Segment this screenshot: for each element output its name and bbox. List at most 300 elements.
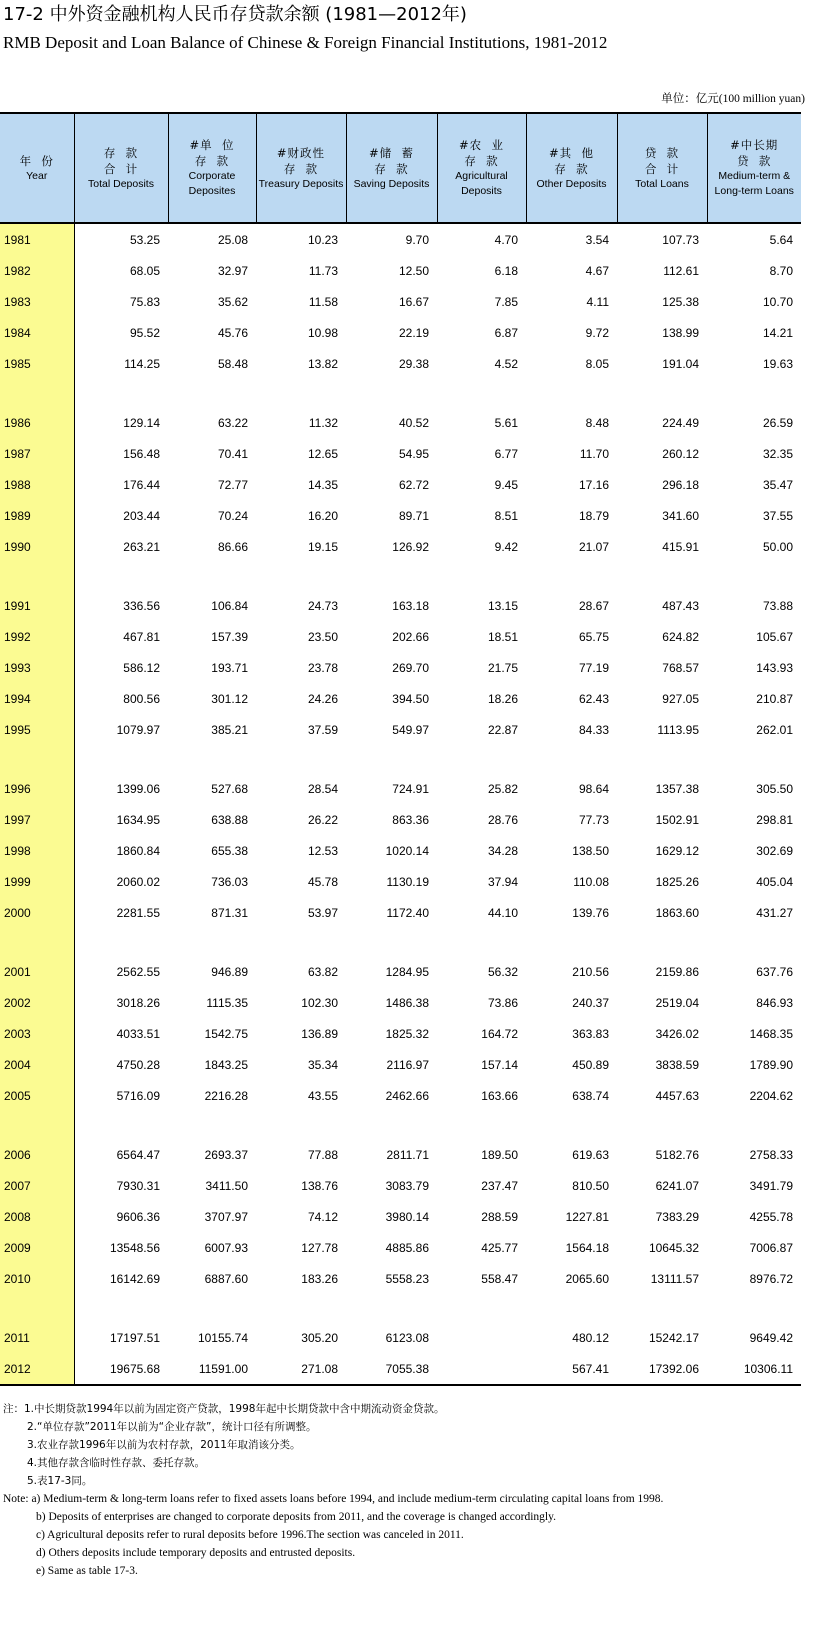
value-cell: 586.12 (123, 660, 160, 675)
table-row (0, 1080, 801, 1111)
value-cell (437, 1322, 526, 1353)
value-cell: 63.22 (217, 415, 248, 430)
value-cell: 4750.28 (116, 1057, 160, 1072)
year-cell: 1998 (0, 835, 74, 866)
value-cell: 6241.07 (655, 1178, 699, 1193)
year-cell: 2008 (0, 1201, 74, 1232)
value-cell: 138.76 (301, 1178, 338, 1193)
table-row (0, 652, 801, 683)
note-english (3, 1544, 829, 1562)
year-cell: 1987 (0, 438, 74, 469)
value-cell: 62.43 (578, 691, 609, 706)
column-header-chinese: #农 业 存 款 (459, 138, 504, 168)
spacer-cell (526, 379, 617, 407)
value-cell: 17197.51 (109, 1330, 160, 1345)
value-cell: 363.83 (572, 1026, 609, 1041)
value-cell: 157.14 (481, 1057, 518, 1072)
spacer-cell (256, 379, 346, 407)
value-cell: 210.56 (572, 964, 609, 979)
value-cell: 16.67 (398, 294, 429, 309)
table-row (0, 590, 801, 621)
spacer-cell (437, 1294, 526, 1322)
spacer-cell (168, 562, 256, 590)
value-cell: 74.12 (307, 1209, 338, 1224)
note-text: b) Deposits of enterprises are changed to corporate deposits from 2011, and the coverage is changed accordingly. (36, 1511, 556, 1523)
spacer-cell (256, 562, 346, 590)
spacer-cell (0, 1294, 74, 1322)
column-header-english: Agricultural Deposits (455, 170, 508, 197)
value-cell: 7055.38 (346, 1353, 437, 1385)
value-cell: 1227.81 (565, 1209, 609, 1224)
table-row (0, 286, 801, 317)
value-cell: 296.18 (662, 477, 699, 492)
spacer-cell (346, 379, 437, 407)
value-cell: 301.12 (211, 691, 248, 706)
value-cell: 288.59 (481, 1209, 518, 1224)
value-cell: 1357.38 (655, 781, 699, 796)
spacer-cell (617, 928, 707, 956)
value-cell: 3491.79 (749, 1178, 793, 1193)
year-cell: 2012 (0, 1353, 74, 1385)
value-cell: 385.21 (211, 722, 248, 737)
value-cell: 3838.59 (655, 1057, 699, 1072)
value-cell: 19.15 (307, 539, 338, 554)
value-cell: 11.58 (308, 294, 338, 309)
spacer-row (0, 1294, 801, 1322)
year-cell: 1999 (0, 866, 74, 897)
value-cell: 24.26 (307, 691, 338, 706)
year-cell: 2010 (0, 1263, 74, 1294)
table-row (0, 835, 801, 866)
table-row (0, 897, 801, 928)
value-cell: 176.44 (123, 477, 160, 492)
value-cell: 863.36 (392, 812, 429, 827)
value-cell: 125.38 (662, 294, 699, 309)
value-cell: 2811.71 (386, 1147, 429, 1162)
note-text: e) Same as table 17-3. (36, 1565, 138, 1577)
value-cell: 4.70 (494, 232, 518, 247)
note-text: a) Medium-term & long-term loans refer to fixed assets loans before 1994, and include medium-term circulating capital loans from 1998. (31, 1493, 664, 1505)
value-cell: 28.67 (578, 598, 609, 613)
spacer-cell (74, 379, 168, 407)
table-row (0, 773, 801, 804)
value-cell: 18.26 (487, 691, 518, 706)
value-cell: 163.18 (392, 598, 429, 613)
value-cell: 467.81 (123, 629, 160, 644)
value-cell: 126.92 (392, 539, 429, 554)
value-cell: 1860.84 (116, 843, 160, 858)
value-cell: 4.11 (586, 294, 609, 309)
column-header-chinese: #中长期 贷 款 (730, 138, 779, 168)
value-cell: 5182.76 (655, 1147, 699, 1162)
value-cell: 70.41 (217, 446, 248, 461)
value-cell: 262.01 (756, 722, 793, 737)
column-header-1 (74, 113, 168, 223)
table-row (0, 1263, 801, 1294)
value-cell: 527.68 (211, 781, 248, 796)
value-cell: 298.81 (756, 812, 793, 827)
value-cell: 768.57 (662, 660, 699, 675)
value-cell: 1564.18 (565, 1240, 609, 1255)
value-cell: 13.15 (487, 598, 518, 613)
spacer-cell (707, 928, 801, 956)
note-chinese (3, 1436, 829, 1454)
value-cell: 271.08 (256, 1353, 346, 1385)
column-header-english: Treasury Deposits (258, 177, 344, 190)
value-cell: 21.07 (578, 539, 609, 554)
note-label-english: Note: (3, 1493, 32, 1505)
spacer-cell (0, 379, 74, 407)
table-title-english: RMB Deposit and Loan Balance of Chinese & Foreign Financial Institutions, 1981-2012 (3, 33, 608, 52)
value-cell: 50.00 (762, 539, 793, 554)
value-cell: 210.87 (756, 691, 793, 706)
spacer-cell (168, 1294, 256, 1322)
value-cell: 13548.56 (109, 1240, 160, 1255)
value-cell: 4.67 (585, 263, 609, 278)
spacer-cell (617, 562, 707, 590)
value-cell: 4.52 (494, 356, 518, 371)
table-row (0, 407, 801, 438)
value-cell: 3411.50 (205, 1178, 248, 1193)
value-cell: 10.70 (762, 294, 793, 309)
value-cell: 68.05 (129, 263, 160, 278)
spacer-cell (0, 562, 74, 590)
column-header-chinese: #储 蓄 存 款 (369, 145, 414, 176)
spacer-cell (0, 1111, 74, 1139)
value-cell: 28.76 (487, 812, 518, 827)
value-cell: 14.35 (307, 477, 338, 492)
spacer-cell (168, 1111, 256, 1139)
year-cell: 2003 (0, 1018, 74, 1049)
spacer-cell (526, 1294, 617, 1322)
column-header-english: Corporate Deposites (188, 170, 236, 197)
value-cell: 1486.38 (385, 995, 429, 1010)
value-cell: 62.72 (398, 477, 429, 492)
value-cell: 1284.95 (385, 964, 429, 979)
value-cell: 8.48 (585, 415, 609, 430)
spacer-cell (617, 745, 707, 773)
note-text: 2.“单位存款”2011年以前为“企业存款”，统计口径有所调整。 (27, 1421, 317, 1433)
column-header-chinese: #财政性 存 款 (276, 145, 326, 176)
table-row (0, 1018, 801, 1049)
spacer-cell (168, 379, 256, 407)
value-cell: 12.50 (398, 263, 429, 278)
note-text: c) Agricultural deposits refer to rural deposits before 1996.The section was canceled in 2011. (36, 1529, 464, 1541)
value-cell: 487.43 (662, 598, 699, 613)
value-cell: 203.44 (123, 508, 160, 523)
spacer-cell (74, 928, 168, 956)
spacer-cell (437, 1111, 526, 1139)
value-cell: 341.60 (662, 508, 699, 523)
value-cell: 2060.02 (116, 874, 160, 889)
value-cell: 21.75 (487, 660, 518, 675)
value-cell: 415.91 (662, 539, 699, 554)
value-cell: 736.03 (211, 874, 248, 889)
value-cell: 2216.28 (204, 1088, 248, 1103)
value-cell: 105.67 (756, 629, 793, 644)
value-cell: 26.22 (307, 812, 338, 827)
value-cell: 6.18 (494, 263, 518, 278)
note-english (3, 1526, 829, 1544)
table-row (0, 1322, 801, 1353)
spacer-cell (256, 928, 346, 956)
column-header-8 (707, 113, 801, 223)
value-cell: 1172.40 (386, 905, 429, 920)
value-cell: 106.84 (211, 598, 248, 613)
value-cell: 927.05 (662, 691, 699, 706)
value-cell: 8.51 (494, 508, 518, 523)
spacer-cell (346, 1294, 437, 1322)
value-cell: 13111.57 (650, 1271, 699, 1286)
table-row (0, 956, 801, 987)
value-cell: 2693.37 (204, 1147, 248, 1162)
value-cell: 240.37 (572, 995, 609, 1010)
spacer-row (0, 562, 801, 590)
note-chinese (3, 1472, 829, 1490)
value-cell: 70.24 (217, 508, 248, 523)
note-text: d) Others deposits include temporary deposits and entrusted deposits. (36, 1547, 356, 1559)
column-header-english: Other Deposits (536, 177, 607, 190)
value-cell: 12.65 (307, 446, 338, 461)
value-cell: 3426.02 (655, 1026, 699, 1041)
spacer-cell (168, 928, 256, 956)
table-row (0, 223, 801, 255)
value-cell: 77.73 (578, 812, 609, 827)
table-row (0, 987, 801, 1018)
year-cell: 1983 (0, 286, 74, 317)
spacer-cell (617, 379, 707, 407)
table-row (0, 621, 801, 652)
table-title-chinese: 17-2 中外资金融机构人民币存贷款余额 (1981—2012年) (3, 4, 467, 25)
value-cell: 6564.47 (116, 1147, 160, 1162)
column-header-english: Total Loans (635, 177, 689, 190)
value-cell: 11.73 (308, 263, 338, 278)
value-cell: 35.47 (762, 477, 793, 492)
value-cell: 1468.35 (749, 1026, 793, 1041)
value-cell: 35.62 (217, 294, 248, 309)
spacer-row (0, 745, 801, 773)
note-chinese (3, 1400, 829, 1418)
unit-label (661, 90, 805, 106)
value-cell: 25.82 (487, 781, 518, 796)
value-cell: 5.61 (494, 415, 518, 430)
value-cell: 269.70 (392, 660, 429, 675)
value-cell: 1399.06 (116, 781, 160, 796)
year-cell: 1992 (0, 621, 74, 652)
value-cell: 102.30 (301, 995, 338, 1010)
value-cell: 394.50 (392, 691, 429, 706)
spacer-cell (74, 562, 168, 590)
year-cell: 2002 (0, 987, 74, 1018)
note-text: 3.农业存款1996年以前为农村存款，2011年取消该分类。 (27, 1439, 301, 1451)
value-cell: 129.14 (123, 415, 160, 430)
value-cell: 9.42 (494, 539, 518, 554)
value-cell: 84.33 (578, 722, 609, 737)
value-cell: 2065.60 (565, 1271, 609, 1286)
value-cell: 40.52 (398, 415, 429, 430)
spacer-cell (526, 1111, 617, 1139)
spacer-cell (707, 1111, 801, 1139)
value-cell: 77.88 (307, 1147, 338, 1162)
table-row (0, 866, 801, 897)
column-header-chinese: 贷 款 合 计 (644, 145, 680, 176)
spacer-cell (256, 1111, 346, 1139)
value-cell: 58.48 (217, 356, 248, 371)
value-cell: 619.63 (572, 1147, 609, 1162)
value-cell: 1863.60 (655, 905, 699, 920)
spacer-cell (707, 1294, 801, 1322)
value-cell: 16.20 (307, 508, 338, 523)
value-cell: 19.63 (762, 356, 793, 371)
year-cell: 2007 (0, 1170, 74, 1201)
column-header-chinese: #其 他 存 款 (549, 145, 594, 176)
value-cell: 37.94 (487, 874, 518, 889)
spacer-cell (346, 745, 437, 773)
spacer-cell (437, 562, 526, 590)
value-cell: 56.32 (487, 964, 518, 979)
value-cell: 43.55 (307, 1088, 338, 1103)
year-cell: 1989 (0, 500, 74, 531)
table-body (0, 223, 801, 1385)
value-cell: 28.54 (307, 781, 338, 796)
value-cell: 37.55 (762, 508, 793, 523)
value-cell: 6.77 (494, 446, 518, 461)
value-cell: 63.82 (307, 964, 338, 979)
value-cell: 86.66 (217, 539, 248, 554)
value-cell: 17392.06 (617, 1353, 707, 1385)
value-cell: 11.70 (579, 446, 609, 461)
column-header-chinese: 存 款 合 计 (103, 145, 139, 176)
value-cell: 8.05 (585, 356, 609, 371)
value-cell: 3.54 (585, 232, 609, 247)
value-cell: 136.89 (301, 1026, 338, 1041)
value-cell: 98.64 (578, 781, 609, 796)
value-cell: 72.77 (217, 477, 248, 492)
value-cell: 224.49 (662, 415, 699, 430)
value-cell: 10645.32 (648, 1240, 699, 1255)
value-cell: 13.82 (307, 356, 338, 371)
spacer-cell (346, 928, 437, 956)
year-cell: 2006 (0, 1139, 74, 1170)
value-cell: 34.28 (487, 843, 518, 858)
column-header-english: Medium-term & Long-term Loans (714, 170, 794, 197)
table-row (0, 683, 801, 714)
spacer-cell (526, 562, 617, 590)
value-cell: 4885.86 (385, 1240, 429, 1255)
value-cell: 65.75 (578, 629, 609, 644)
column-header-english: Total Deposits (88, 177, 154, 190)
table-row (0, 317, 801, 348)
table-header-row (0, 113, 801, 223)
column-header-3 (256, 113, 346, 223)
value-cell: 11.32 (308, 415, 338, 430)
value-cell: 143.93 (756, 660, 793, 675)
value-cell: 114.25 (124, 356, 160, 371)
spacer-cell (256, 745, 346, 773)
value-cell: 45.76 (217, 325, 248, 340)
value-cell: 6.87 (494, 325, 518, 340)
note-chinese (3, 1418, 829, 1436)
spacer-cell (346, 562, 437, 590)
column-header-2 (168, 113, 256, 223)
spacer-cell (74, 1111, 168, 1139)
value-cell: 24.73 (307, 598, 338, 613)
value-cell: 638.74 (572, 1088, 609, 1103)
value-cell: 202.66 (392, 629, 429, 644)
column-header-english: Saving Deposits (353, 177, 430, 190)
value-cell: 75.83 (129, 294, 160, 309)
value-cell: 846.93 (756, 995, 793, 1010)
value-cell: 35.34 (307, 1057, 338, 1072)
value-cell: 138.50 (572, 843, 609, 858)
value-cell: 112.61 (663, 263, 699, 278)
year-cell: 1981 (0, 223, 74, 255)
value-cell: 5558.23 (385, 1271, 429, 1286)
value-cell: 1542.75 (204, 1026, 248, 1041)
value-cell: 2159.86 (655, 964, 699, 979)
value-cell: 1113.95 (657, 722, 699, 737)
value-cell: 336.56 (123, 598, 160, 613)
note-text: 1.中长期贷款1994年以前为固定资产贷款，1998年起中长期贷款中含中期流动资金贷款。 (24, 1403, 445, 1415)
value-cell: 3980.14 (385, 1209, 429, 1224)
value-cell: 567.41 (526, 1353, 617, 1385)
value-cell: 7383.29 (655, 1209, 699, 1224)
value-cell: 37.59 (307, 722, 338, 737)
table-row (0, 714, 801, 745)
column-header-english: Year (26, 169, 48, 182)
value-cell (437, 1353, 526, 1385)
year-cell: 1995 (0, 714, 74, 745)
value-cell: 260.12 (662, 446, 699, 461)
value-cell: 9606.36 (116, 1209, 160, 1224)
spacer-cell (617, 1111, 707, 1139)
value-cell: 1079.97 (116, 722, 160, 737)
value-cell: 32.97 (217, 263, 248, 278)
value-cell: 946.89 (211, 964, 248, 979)
note-text: 4.其他存款含临时性存款、委托存款。 (27, 1457, 206, 1469)
value-cell: 10.23 (307, 232, 338, 247)
column-header-chinese: 年 份 (19, 153, 54, 168)
value-cell: 26.59 (762, 415, 793, 430)
value-cell: 110.08 (573, 874, 609, 889)
table-row (0, 348, 801, 379)
spacer-cell (707, 745, 801, 773)
value-cell: 8.70 (769, 263, 793, 278)
value-cell: 16142.69 (109, 1271, 160, 1286)
value-cell: 45.78 (307, 874, 338, 889)
value-cell: 53.25 (129, 232, 160, 247)
value-cell: 237.47 (481, 1178, 518, 1193)
value-cell: 7.85 (494, 294, 518, 309)
value-cell: 32.35 (762, 446, 793, 461)
footnotes (3, 1400, 829, 1580)
spacer-cell (74, 745, 168, 773)
value-cell: 14.21 (762, 325, 793, 340)
value-cell: 183.26 (301, 1271, 338, 1286)
value-cell: 54.95 (398, 446, 429, 461)
value-cell: 19675.68 (74, 1353, 168, 1385)
spacer-cell (256, 1294, 346, 1322)
value-cell: 5.64 (769, 232, 793, 247)
value-cell: 558.47 (481, 1271, 518, 1286)
value-cell: 73.86 (487, 995, 518, 1010)
value-cell: 871.31 (211, 905, 248, 920)
year-cell: 2005 (0, 1080, 74, 1111)
year-cell: 1982 (0, 255, 74, 286)
value-cell: 263.21 (123, 539, 160, 554)
note-english (3, 1508, 829, 1526)
value-cell: 163.66 (481, 1088, 518, 1103)
